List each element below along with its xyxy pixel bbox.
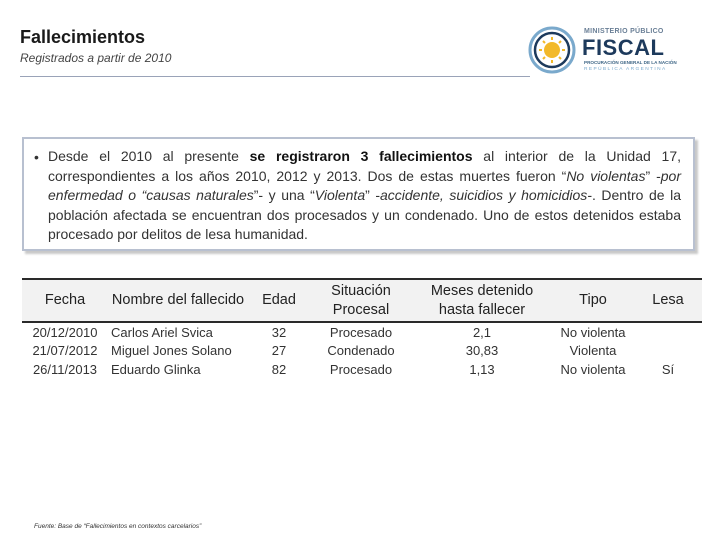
cell-nombre: Miguel Jones Solano: [111, 343, 232, 358]
cell-fecha: 21/07/2012: [32, 343, 98, 358]
deaths-table: [22, 278, 702, 379]
logo-subtext-2: REPÚBLICA ARGENTINA: [584, 67, 667, 72]
page-title: Fallecimientos: [20, 27, 146, 47]
summary-note-text: Desde el 2010 al presente se registraron 3 fallecimientos al interior de la Unidad 17, correspondientes a los años 2010, 2012 y 2013. Dos de estas muertes fueron “No violentas” -por enfermedad o “causas naturales”- y una “Violenta” -accidente, suicidios y homicidios-. Dentro de la población afectada se encuentran dos procesados y un condenado. Uno de estos detenidos estaba procesado por delitos de lesa humanidad.: [48, 148, 682, 243]
cell-meses: 1,13: [469, 362, 495, 377]
sun-emblem-icon: [528, 26, 576, 74]
cell-situacion: Procesado: [329, 324, 393, 340]
table-header-row: [22, 279, 702, 322]
source-footnote: Fuente: Base de “Fallecimientos en contextos carcelarios”: [34, 523, 202, 530]
header-fecha: Fecha: [22, 279, 108, 322]
header-lesa: Lesa: [634, 279, 702, 322]
page-subtitle: Registrados a partir de 2010: [20, 51, 172, 65]
cell-edad: 82: [271, 362, 287, 377]
header-situacion: Situación Procesal: [310, 279, 412, 322]
header-divider: [20, 76, 530, 77]
header-tipo: Tipo: [552, 279, 634, 322]
cell-situacion: Procesado: [329, 362, 393, 377]
cell-edad: 32: [271, 324, 287, 340]
cell-tipo: No violenta: [560, 362, 626, 377]
cell-situacion: Condenado: [327, 343, 395, 358]
ministerio-logo: [528, 24, 677, 76]
summary-note-box: [22, 137, 695, 251]
header-meses: Meses detenido hasta fallecer: [412, 279, 552, 322]
cell-meses: 2,1: [472, 324, 492, 340]
header-edad: Edad: [248, 279, 310, 322]
cell-edad: 27: [271, 343, 287, 358]
cell-nombre: Carlos Ariel Svica: [111, 324, 213, 340]
table-row: [22, 341, 702, 360]
logo-subtext-1: PROCURACIÓN GENERAL DE LA NACIÓN: [584, 60, 677, 65]
cell-lesa: Sí: [661, 362, 675, 377]
logo-main-text: FISCAL: [582, 35, 665, 60]
cell-fecha: 20/12/2010: [32, 324, 98, 340]
cell-meses: 30,83: [465, 343, 499, 358]
cell-lesa: [634, 322, 702, 341]
table-row: [22, 360, 702, 379]
table-row: [22, 322, 702, 341]
logo-top-text: MINISTERIO PÚBLICO: [584, 28, 664, 35]
header-nombre: Nombre del fallecido: [108, 279, 248, 322]
cell-nombre: Eduardo Glinka: [111, 362, 201, 377]
note-bullet: •: [34, 149, 39, 165]
cell-tipo: No violenta: [560, 324, 626, 340]
cell-fecha: 26/11/2013: [32, 362, 98, 377]
cell-lesa: [634, 341, 702, 360]
cell-tipo: Violenta: [569, 343, 617, 358]
